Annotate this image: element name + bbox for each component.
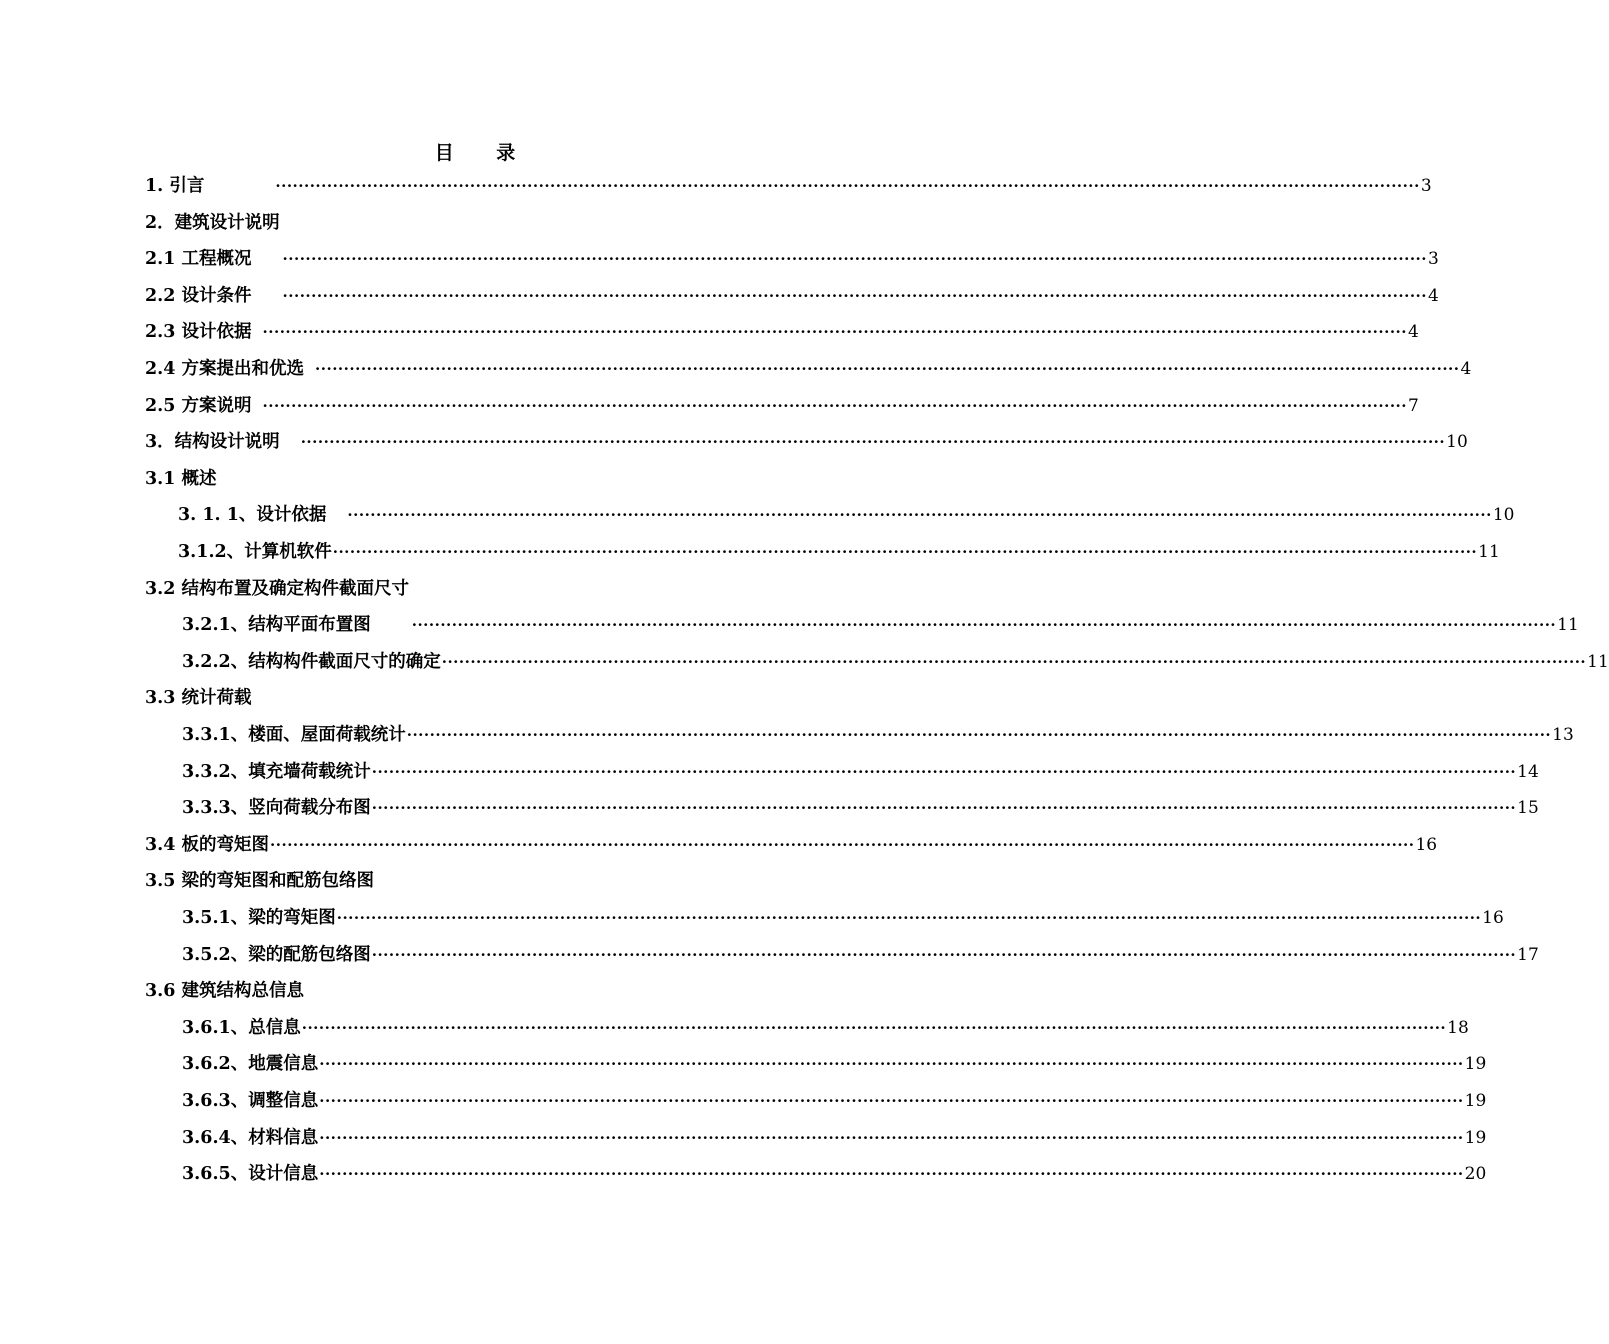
toc-dot-leader: ········································································································································································································ [371, 762, 1517, 781]
toc-entry-page: 11 [1478, 542, 1500, 562]
toc-entry-page: 11 [1557, 615, 1579, 636]
toc-entry[interactable] [145, 571, 409, 607]
toc-entry[interactable] [182, 1083, 1487, 1119]
toc-entry[interactable] [145, 424, 1468, 460]
toc-entry-label: 3.6 建筑结构总信息 [145, 981, 305, 1002]
toc-entry-page: 17 [1517, 944, 1539, 965]
toc-entry-label: 3.5.2、梁的配筋包络图 [182, 944, 371, 965]
toc-entry[interactable] [145, 973, 304, 1009]
toc-entry-label: 2.5 方案说明 [145, 395, 252, 416]
toc-entry[interactable] [145, 278, 1439, 314]
toc-entry[interactable] [182, 1010, 1469, 1046]
toc-entry-label: 3.1 概述 [145, 468, 217, 489]
toc-entry[interactable] [182, 717, 1574, 753]
toc-entry-label: 3.2 结构布置及确定构件截面尺寸 [145, 578, 410, 599]
toc-entry[interactable] [145, 388, 1419, 424]
toc-dot-leader: ········································································································································································································ [319, 1165, 1464, 1184]
toc-entry-label: 2.3 设计依据 [145, 322, 252, 343]
toc-entry[interactable] [178, 534, 1500, 570]
toc-dot-leader: ········································································································································································································ [282, 286, 1427, 305]
toc-dot-leader: ········································································································································································································ [347, 506, 1492, 525]
toc-entry[interactable] [182, 937, 1539, 973]
toc-entry[interactable] [145, 461, 217, 497]
toc-dot-leader: ········································································································································································································ [270, 835, 1415, 854]
toc-dot-leader: ········································································································································································································ [441, 652, 1587, 671]
toc-entry-label: 2.1 工程概况 [145, 249, 252, 270]
toc-entry-label: 3.6.1、总信息 [182, 1017, 301, 1038]
toc-dot-leader: ········································································································································································································ [301, 1018, 1447, 1037]
toc-entry-page: 19 [1464, 1091, 1487, 1111]
toc-entry-page: 19 [1464, 1127, 1487, 1148]
toc-entry-label: 2.2 设计条件 [145, 285, 252, 306]
toc-entry-label: 3.1.2、计算机软件 [178, 542, 332, 562]
toc-dot-leader: ········································································································································································································ [411, 616, 1557, 635]
toc-entry[interactable] [182, 1156, 1487, 1192]
toc-entry[interactable] [178, 497, 1515, 533]
toc-dot-leader: ········································································································································································································ [406, 726, 1552, 744]
toc-entry-label: 3.3.1、楼面、屋面荷载统计 [182, 725, 406, 745]
toc-entry[interactable] [182, 754, 1539, 790]
toc-entry-page: 14 [1517, 761, 1539, 782]
toc-entry-page: 16 [1415, 834, 1438, 855]
toc-entry[interactable] [182, 644, 1609, 680]
toc-entry-page: 10 [1446, 432, 1468, 453]
toc-entry[interactable] [145, 314, 1419, 350]
toc-dot-leader: ········································································································································································································ [275, 177, 1420, 195]
toc-entry-label: 3.6.5、设计信息 [182, 1164, 319, 1185]
toc-dot-leader: ········································································································································································································ [300, 433, 1446, 452]
toc-dot-leader: ········································································································································································································ [319, 1128, 1464, 1147]
toc-entry[interactable] [182, 790, 1539, 826]
toc-dot-leader: ········································································································································································································ [262, 396, 1407, 415]
toc-entry[interactable] [145, 351, 1472, 387]
toc-entry-page: 11 [1587, 651, 1609, 672]
toc-entry-page: 15 [1517, 798, 1539, 819]
toc-entry-label: 3.4 板的弯矩图 [145, 834, 270, 855]
toc-dot-leader: ········································································································································································································ [319, 1055, 1464, 1074]
toc-entry-label: 3.6.2、地震信息 [182, 1054, 319, 1075]
toc-entry-label: 2．建筑设计说明 [145, 212, 280, 233]
toc-entry-page: 3 [1427, 249, 1439, 270]
toc-dot-leader: ········································································································································································································ [371, 799, 1517, 818]
toc-entry[interactable] [145, 680, 252, 716]
toc-entry-page: 7 [1407, 395, 1419, 416]
toc-entry-page: 10 [1492, 505, 1515, 526]
toc-dot-leader: ········································································································································································································ [336, 909, 1482, 927]
toc-entry-page: 4 [1460, 359, 1472, 379]
toc-entry[interactable] [145, 241, 1439, 277]
toc-entry[interactable] [145, 827, 1438, 863]
toc-dot-leader: ········································································································································································································ [332, 543, 1478, 561]
toc-entry-label: 3.5 梁的弯矩图和配筋包络图 [145, 871, 375, 892]
toc-entry-label: 3.2.1、结构平面布置图 [182, 615, 371, 636]
toc-entry-label: 3．结构设计说明 [145, 432, 280, 453]
toc-entry-page: 19 [1464, 1054, 1487, 1075]
toc-entry-label: 3.6.4、材料信息 [182, 1127, 319, 1148]
toc-dot-leader: ········································································································································································································ [371, 945, 1517, 964]
page-title: 目 录 [434, 142, 534, 164]
toc-entry-label: 1. 引言 [145, 176, 205, 196]
toc-entry-page: 3 [1420, 176, 1432, 196]
toc-entry-label: 3.3.2、填充墙荷载统计 [182, 761, 371, 782]
toc-entry[interactable] [182, 607, 1579, 643]
toc-entry-label: 3.2.2、结构构件截面尺寸的确定 [182, 651, 441, 672]
toc-entry-page: 4 [1407, 322, 1419, 343]
toc-entry-label: 2.4 方案提出和优选 [145, 359, 305, 379]
toc-entry[interactable] [182, 900, 1504, 936]
toc-entry-page: 4 [1427, 285, 1439, 306]
toc-entry-label: 3. 1. 1、设计依据 [178, 505, 327, 526]
toc-entry-label: 3.3 统计荷载 [145, 688, 252, 709]
toc-dot-leader: ········································································································································································································ [282, 250, 1427, 269]
toc-entry[interactable] [145, 205, 280, 241]
toc-entry-page: 16 [1482, 908, 1504, 928]
toc-dot-leader: ········································································································································································································ [315, 360, 1460, 378]
toc-entry[interactable] [182, 1046, 1487, 1082]
toc-entry-label: 3.5.1、梁的弯矩图 [182, 908, 336, 928]
toc-entry-label: 3.6.3、调整信息 [182, 1091, 319, 1111]
toc-entry-page: 13 [1552, 725, 1574, 745]
toc-entry-page: 20 [1464, 1164, 1487, 1185]
toc-entry-page: 18 [1447, 1017, 1469, 1038]
toc-entry[interactable] [145, 168, 1432, 204]
toc-entry[interactable] [145, 863, 374, 899]
toc-dot-leader: ········································································································································································································ [319, 1092, 1464, 1110]
toc-dot-leader: ········································································································································································································ [262, 323, 1407, 342]
toc-entry-label: 3.3.3、竖向荷载分布图 [182, 798, 371, 819]
toc-entry[interactable] [182, 1120, 1487, 1156]
